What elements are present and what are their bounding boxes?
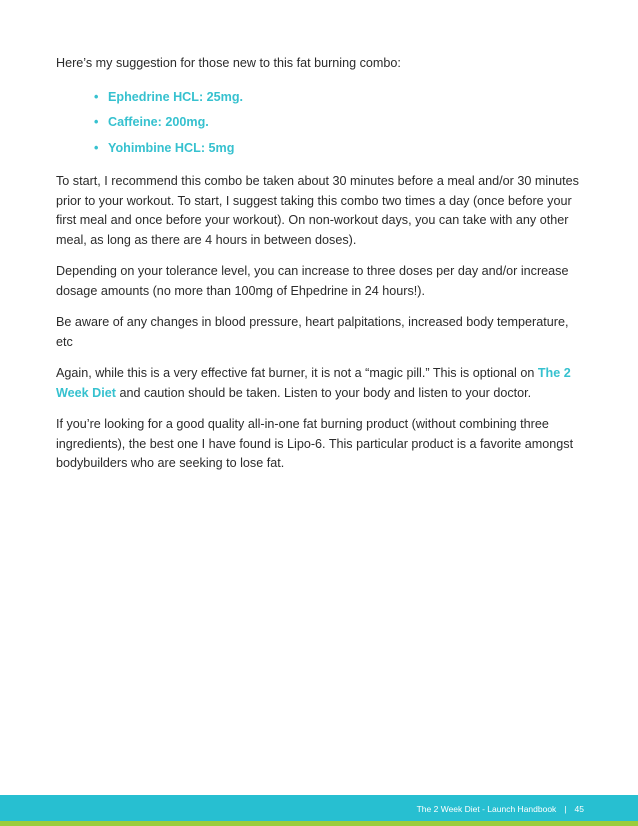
dosage-caffeine: Caffeine: 200mg. [108, 115, 209, 129]
caution-text-before: Again, while this is a very effective fat burner, it is not a “magic pill.” This is optional on [56, 366, 538, 380]
bullet-icon: • [94, 89, 99, 104]
two-week-diet-link[interactable]: The 2 Week Diet [56, 366, 571, 400]
timing-paragraph: To start, I recommend this combo be taken about 30 minutes before a meal and/or 30 minutes prior to your workout. To start, I suggest taking this combo two times a day (once before your first meal and once before your workout). On non-workout days, you can take with any other meal, as long as there are 4 hours in between doses). [56, 174, 579, 247]
bullet-icon: • [94, 115, 99, 129]
page-content [56, 54, 586, 486]
dosage-list [94, 88, 586, 159]
bullet-icon: • [94, 140, 99, 155]
list-item [94, 88, 586, 108]
footer-label [417, 804, 584, 814]
caution-paragraph [56, 364, 586, 403]
intro-paragraph: Here’s my suggestion for those new to this fat burning combo: [56, 56, 401, 70]
page-number: 45 [574, 804, 584, 814]
warning-paragraph: Be aware of any changes in blood pressure, heart palpitations, increased body temperature, etc [56, 315, 569, 349]
list-item [94, 113, 586, 133]
footer-stripe [0, 821, 638, 826]
list-item [94, 139, 586, 159]
tolerance-paragraph: Depending on your tolerance level, you can increase to three doses per day and/or increase dosage amounts (no more than 100mg of Ehpedrine in 24 hours!). [56, 264, 569, 298]
product-paragraph: If you’re looking for a good quality all-in-one fat burning product (without combining three ingredients), the best one I have found is Lipo-6. This particular product is a favorite amongst bodybuilders who are seeking to lose fat. [56, 417, 574, 470]
caution-text-after: and caution should be taken. Listen to your body and listen to your doctor. [115, 385, 532, 400]
footer-separator: | [564, 804, 567, 814]
dosage-yohimbine: Yohimbine HCL: 5mg [108, 140, 235, 155]
footer-title: The 2 Week Diet - Launch Handbook [416, 804, 557, 814]
dosage-ephedrine: Ephedrine HCL: 25mg. [108, 89, 244, 104]
